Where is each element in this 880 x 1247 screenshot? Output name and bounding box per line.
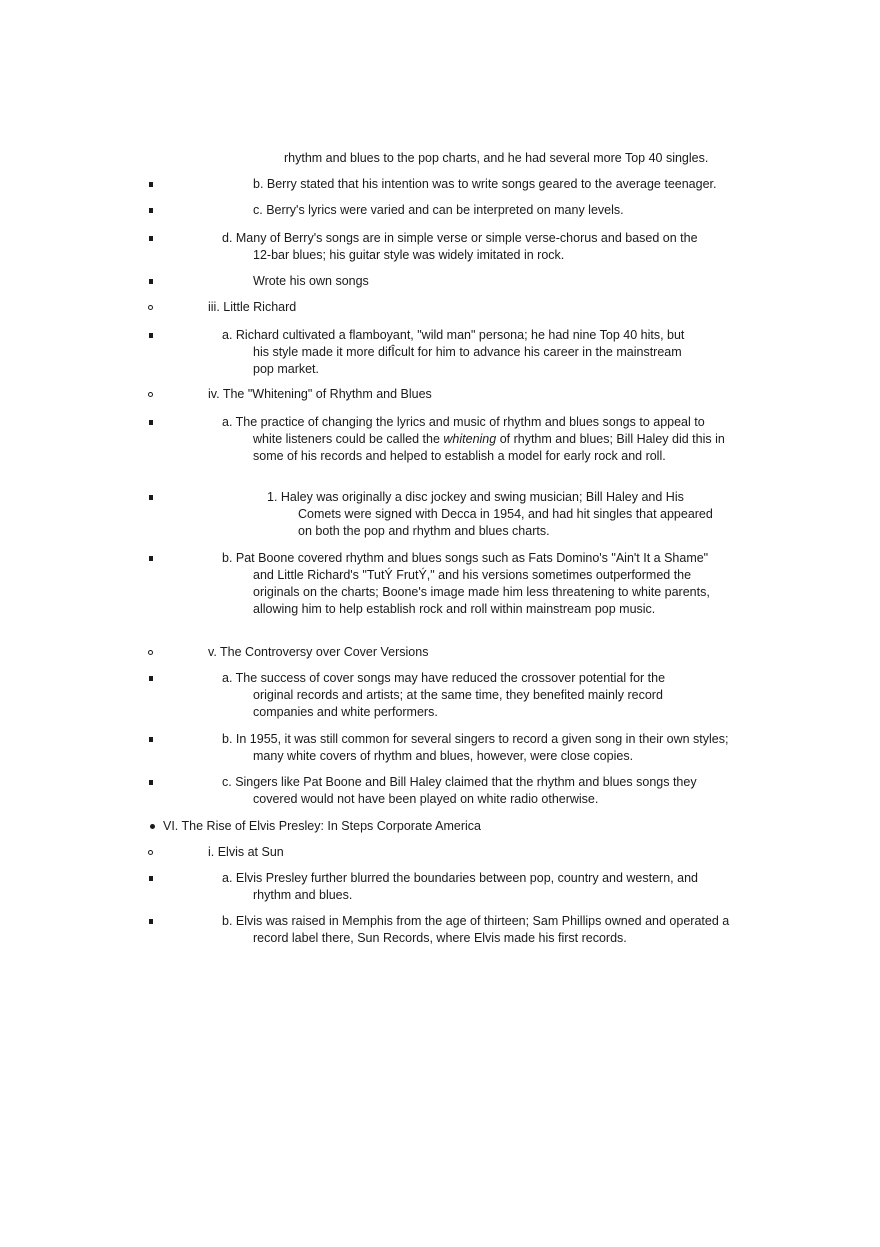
outline-text: c. Singers like Pat Boone and Bill Haley claimed that the rhythm and blues songs they covered would not have been played on white radio otherwise. xyxy=(222,775,697,806)
outline-text xyxy=(222,414,731,465)
square-bullet-icon xyxy=(149,876,153,881)
outline-text: a. The success of cover songs may have reduced the crossover potential for the original records and artists; at the same time, they benefited mainly record companies and white performers. xyxy=(222,671,666,719)
square-bullet-icon xyxy=(149,236,153,241)
outline-text: b. Berry stated that his intention was to write songs geared to the average teenager. xyxy=(253,177,717,191)
square-bullet-icon xyxy=(149,333,153,338)
outline-heading: v. The Controversy over Cover Versions xyxy=(208,645,429,659)
square-bullet-icon xyxy=(149,279,153,284)
disc-bullet-icon xyxy=(150,824,155,829)
square-bullet-icon xyxy=(149,420,153,425)
outline-text-part: a. The practice of changing the lyrics and music of rhythm and blues songs to appeal to white listeners could be called the xyxy=(222,415,705,446)
square-bullet-icon xyxy=(149,556,153,561)
outline-text: rhythm and blues to the pop charts, and he had several more Top 40 singles. xyxy=(284,151,709,165)
outline-text: b. Elvis was raised in Memphis from the age of thirteen; Sam Phillips owned and operated a record label there, Sun Records, where Elvis made his first records. xyxy=(222,914,730,945)
outline-text-part: of rhythm and blues; Bill Haley did this in some of his records and helped to establish a model for early rock and roll. xyxy=(253,432,725,463)
circle-bullet-icon xyxy=(148,392,153,397)
square-bullet-icon xyxy=(149,737,153,742)
outline-heading: iv. The "Whitening" of Rhythm and Blues xyxy=(208,387,432,401)
square-bullet-icon xyxy=(149,780,153,785)
emphasis-text: whitening xyxy=(443,432,497,446)
circle-bullet-icon xyxy=(148,850,153,855)
circle-bullet-icon xyxy=(148,650,153,655)
outline-text: d. Many of Berry's songs are in simple verse or simple verse-chorus and based on the 12-bar blues; his guitar style was widely imitated in rock. xyxy=(222,231,698,262)
outline-heading: VI. The Rise of Elvis Presley: In Steps Corporate America xyxy=(163,819,481,833)
outline-text: a. Elvis Presley further blurred the boundaries between pop, country and western, and rhythm and blues. xyxy=(222,871,698,902)
outline-heading: i. Elvis at Sun xyxy=(208,845,284,859)
square-bullet-icon xyxy=(149,919,153,924)
outline-text: 1. Haley was originally a disc jockey and swing musician; Bill Haley and His Comets were signed with Decca in 1954, and had hit singles that appeared on both the pop and rhythm and blues charts. xyxy=(267,490,713,538)
square-bullet-icon xyxy=(149,495,153,500)
circle-bullet-icon xyxy=(148,305,153,310)
outline-heading: iii. Little Richard xyxy=(208,300,297,314)
outline-text: b. In 1955, it was still common for several singers to record a given song in their own styles; many white covers of rhythm and blues, however, were close copies. xyxy=(222,732,729,763)
square-bullet-icon xyxy=(149,182,153,187)
outline-text: a. Richard cultivated a flamboyant, "wild man" persona; he had nine Top 40 hits, but his style made it more difÎcult for him to advance his career in the mainstream pop market. xyxy=(222,328,685,376)
outline-text: Wrote his own songs xyxy=(253,274,369,288)
outline-text: c. Berry's lyrics were varied and can be interpreted on many levels. xyxy=(253,203,624,217)
square-bullet-icon xyxy=(149,208,153,213)
outline-text: b. Pat Boone covered rhythm and blues songs such as Fats Domino's "Ain't It a Shame" and Little Richard's "TutÝ FrutÝ," and his versions sometimes outperformed the originals on the charts; Boone's image made him less threatening to white parents, allowing him to help establish rock and roll within mainstream pop music. xyxy=(222,551,710,616)
square-bullet-icon xyxy=(149,676,153,681)
